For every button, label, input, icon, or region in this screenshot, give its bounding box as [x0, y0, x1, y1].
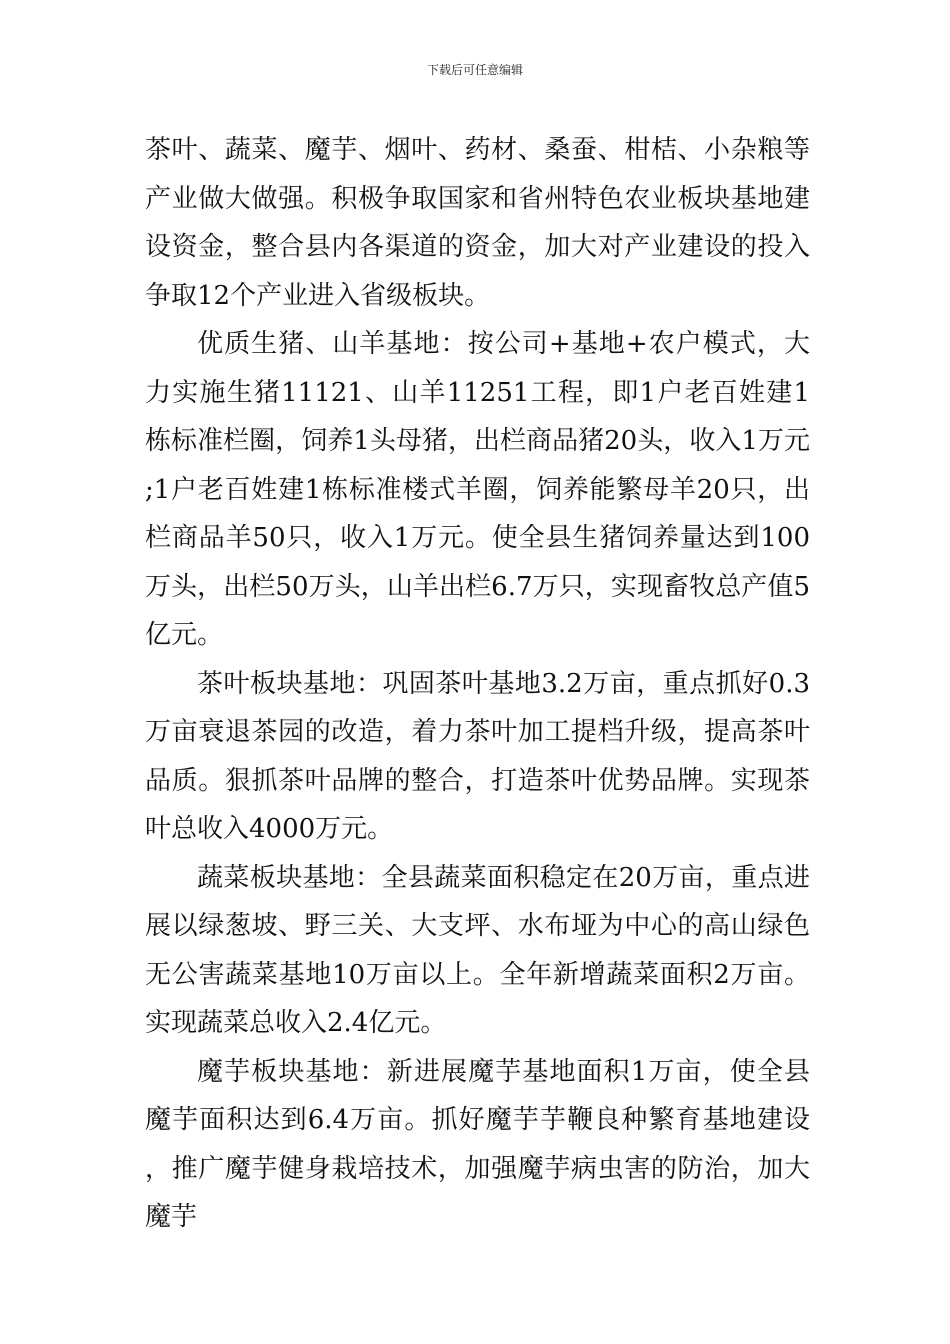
document-body	[145, 126, 810, 1242]
paragraph-tea-base: 茶叶板块基地：巩固茶叶基地3.2万亩，重点抓好0.3万亩衰退茶园的改造，着力茶叶加工提档升级，提高茶叶品质。狠抓茶叶品牌的整合，打造茶叶优势品牌。实现茶叶总收入4000万元。	[145, 668, 810, 844]
paragraph-pig-goat-base: 优质生猪、山羊基地：按公司+基地+农户模式，大力实施生猪11121、山羊11251工程，即1户老百姓建1栋标准栏圈，饲养1头母猪，出栏商品猪20头，收入1万元;1户老百姓建1栋标准楼式羊圈，饲养能繁母羊20只，出栏商品羊50只，收入1万元。使全县生猪饲养量达到100万头，出栏50万头，山羊出栏6.7万只，实现畜牧总产值5亿元。	[145, 329, 810, 650]
paragraph-vegetable-base: 蔬菜板块基地：全县蔬菜面积稳定在20万亩，重点进展以绿葱坡、野三关、大支坪、水布垭为中心的高山绿色无公害蔬菜基地10万亩以上。全年新增蔬菜面积2万亩。实现蔬菜总收入2.4亿元。	[145, 862, 810, 1038]
paragraph-konjac-base: 魔芋板块基地：新进展魔芋基地面积1万亩，使全县魔芋面积达到6.4万亩。抓好魔芋芋鞭良种繁育基地建设，推广魔芋健身栽培技术，加强魔芋病虫害的防治，加大魔芋	[145, 1056, 810, 1232]
page-header: 下载后可任意编辑	[426, 63, 523, 77]
paragraph-continuation: 茶叶、蔬菜、魔芋、烟叶、药材、桑蚕、柑桔、小杂粮等产业做大做强。积极争取国家和省州特色农业板块基地建设资金，整合县内各渠道的资金，加大对产业建设的投入争取12个产业进入省级板块。	[145, 135, 810, 311]
